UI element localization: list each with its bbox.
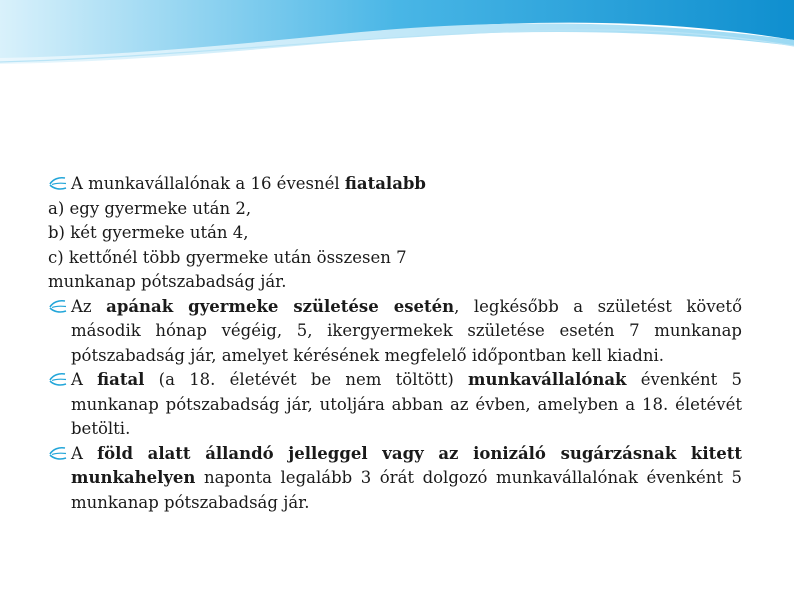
bullet-underground — [48, 442, 742, 516]
swoosh-bullet-icon — [48, 445, 68, 463]
bullet-father-bold: apának gyermeke születése esetén — [106, 296, 455, 316]
bullet-young — [48, 368, 742, 442]
bullet-young-bold2: munkavállalónak — [468, 370, 627, 389]
bullet-intro — [48, 172, 742, 197]
bullet-underground-rest: naponta legalább 3 órát dolgozó munkavállalónak évenként 5 munkanap pótszabadság jár. — [71, 468, 742, 512]
bullet-father — [48, 295, 742, 369]
intro-bold: fiatalabb — [344, 174, 426, 193]
list-item-b: b) két gyermeke után 4, — [48, 223, 249, 242]
bullet-young-mid: (a 18. életévét be nem töltött) — [144, 370, 469, 389]
swoosh-bullet-icon — [48, 298, 68, 316]
slide-body — [48, 172, 742, 515]
intro-text: A munkavállalónak a 16 évesnél — [71, 174, 345, 193]
bullet-father-text: Az — [71, 296, 107, 316]
bullet-young-bold1: fiatal — [97, 370, 145, 389]
list-item-c: c) kettőnél több gyermeke után összesen 7 — [48, 247, 407, 267]
bullet-father-rest: , legkésőbb a születést követő második hónap végéig, 5, ikergyermekek születése esetén 7 munkanap pótszabadság jár, amelyet kérésének megfelelő időpontban kell kiadni. — [71, 296, 743, 365]
swoosh-bullet-icon — [48, 175, 68, 193]
bullet-underground-text: A — [71, 443, 98, 463]
bullet-underground-bold: föld alatt állandó jelleggel vagy az ionizáló sugárzásnak kitett munkahelyen — [71, 443, 742, 487]
swoosh-bullet-icon — [48, 371, 68, 389]
list-tail: munkanap pótszabadság jár. — [48, 272, 287, 291]
header-wave-decoration — [0, 0, 794, 80]
bullet-young-rest: évenként 5 munkanap pótszabadság jár, utoljára abban az évben, amelyben a 18. életévét betölti. — [71, 370, 742, 438]
bullet-young-text: A — [71, 370, 98, 389]
list-item-a: a) egy gyermeke után 2, — [48, 198, 252, 218]
